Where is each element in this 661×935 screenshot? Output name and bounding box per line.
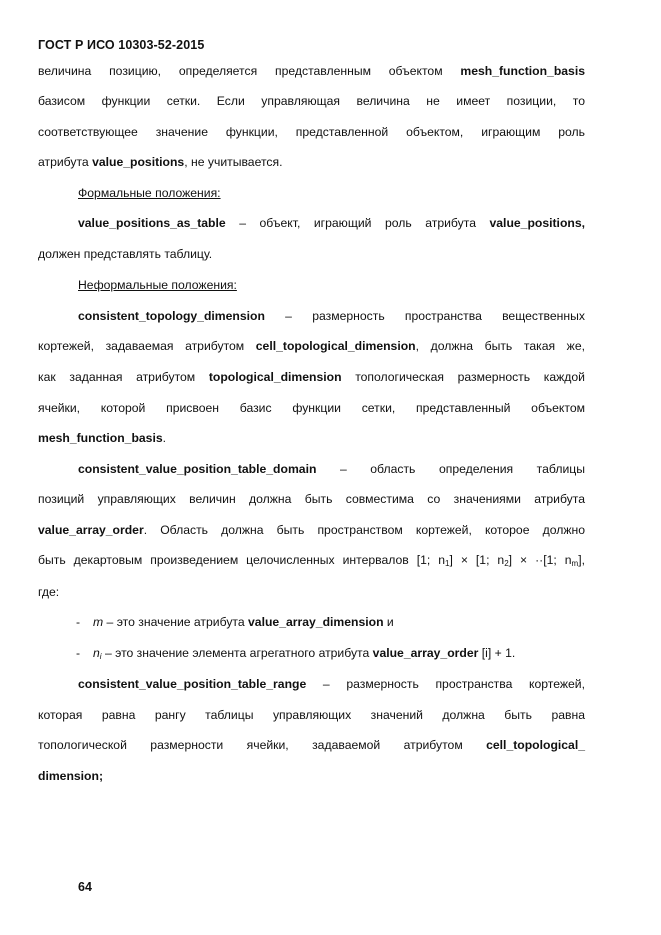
text-line: ячейки, которой присвоен базис функции сетки, представленный объектом [38,401,585,415]
text-line: атрибута value_positions, не учитывается. [38,155,283,169]
text-line: величина позицию, определяется представленным объектом mesh_function_basis [38,64,585,78]
formal-provisions-heading: Формальные положения: [78,186,221,200]
text-line: value_positions_as_table – объект, играющий роль атрибута value_positions, [78,216,585,230]
text-line: позиций управляющих величин должна быть совместима со значениями атрибута [38,492,585,506]
text-line: consistent_value_position_table_domain – область определения таблицы [78,462,585,476]
page-number: 64 [78,880,92,894]
text-line: consistent_topology_dimension – размерность пространства вещественных [78,309,585,323]
text-line: топологической размерности ячейки, задаваемой атрибутом cell_topological_ [38,738,585,752]
text-line: которая равна рангу таблицы управляющих значений должна быть равна [38,708,585,722]
text-line: value_array_order. Область должна быть пространством кортежей, которое должно [38,523,585,537]
document-header: ГОСТ Р ИСО 10303-52-2015 [38,38,205,52]
text-line: кортежей, задаваемая атрибутом cell_topological_dimension, должна быть такая же, [38,339,585,353]
text-line: соответствующее значение функции, представленной объектом, играющим роль [38,125,585,139]
text-line: базисом функции сетки. Если управляющая величина не имеет позиции, то [38,94,585,108]
list-item: - $n_i$ – это значение элемента агрегатного атрибута value_array_order [i] + 1. [76,646,516,661]
text-line: mesh_function_basis. [38,431,167,445]
text-line: consistent_value_position_table_range – размерность пространства кортежей, [78,677,585,691]
text-line: где: [38,585,60,599]
text-line: быть декартовым произведением целочисленных интервалов [1; $n_1] \times [1$; $n_2] \times \cdot\cdot[1$; $n_m$], [38,553,585,568]
text-line: должен представлять таблицу. [38,247,213,261]
text-line: как заданная атрибутом topological_dimension топологическая размерность каждой [38,370,585,384]
text-line: dimension; [38,769,104,783]
informal-provisions-heading: Неформальные положения: [78,278,237,292]
list-item: - m – это значение атрибута value_array_dimension и [76,615,394,629]
